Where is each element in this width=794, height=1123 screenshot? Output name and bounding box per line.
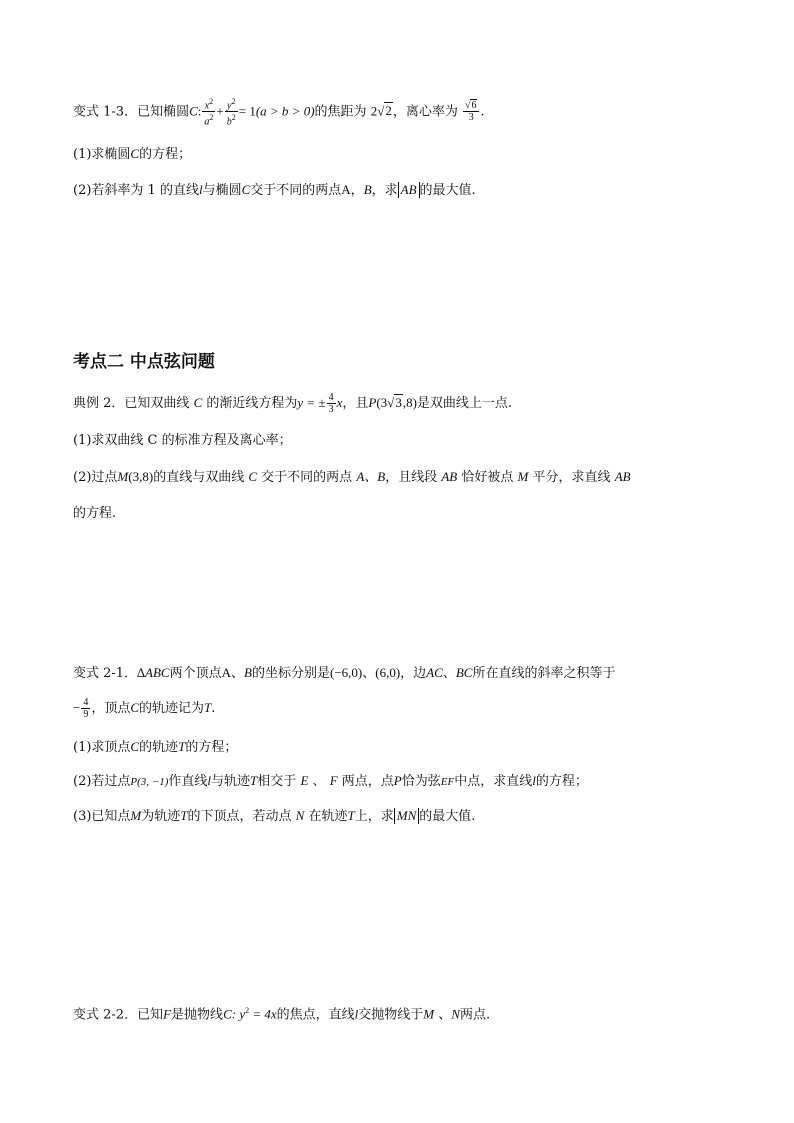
example-2-statement: 典例 2．已知双曲线 C 的渐近线方程为y = ± $\frac{4}{3}$ x，且P(3√3,8)是双曲线上一点. — [73, 392, 513, 415]
absolute-value-AB: AB — [398, 182, 420, 198]
fraction-four-thirds: $\frac{4}{3}$ — [328, 392, 334, 415]
problem-2-1-statement-cont: − $\frac{4}{9}$ ，顶点C的轨迹记为T. — [73, 697, 216, 720]
problem-2-1-part-1: (1)求顶点C的轨迹T的方程； — [73, 739, 238, 755]
problem-label: 变式 2-1． — [73, 666, 138, 681]
section-title: 考点二 中点弦问题 — [73, 352, 215, 372]
problem-2-1-part-2: (2)若过点P(3, −1)作直线l与轨迹T相交于 E 、 F 两点，点P恰为弦EF中点，求直线l的方程； — [73, 773, 588, 789]
problem-label: 变式 2-2． — [73, 1007, 138, 1023]
problem-1-3-part-1: (1)求椭圆C的方程； — [73, 146, 192, 162]
example-2-part-2: (2)过点M(3,8)的直线与双曲线 C 交于不同的两点 A、B，且线段 AB 恰好被点 M 平分，求直线 AB — [73, 469, 631, 485]
fraction-y2-b2: $\frac{y^2}{b^2}$ — [226, 97, 236, 128]
fraction-x2-a2: $\frac{x^2}{a^2}$ — [204, 97, 214, 128]
fraction-eccentricity: $\frac{√6}{3}$ — [463, 100, 480, 123]
problem-label: 变式 1-3． — [73, 104, 138, 120]
example-2-part-1: (1)求双曲线 C 的标准方程及离心率； — [73, 433, 292, 448]
problem-2-1-statement: 变式 2-1．∆ABC两个顶点A、B的坐标分别是(−6,0)、(6,0)，边AC、BC所在直线的斜率之积等于 — [73, 665, 616, 681]
problem-1-3-statement: 变式 1-3．已知椭圆C: $\frac{x^2}{a^2}$ + $\frac{y^2}{b^2}$ = 1(a > b > 0)的焦距为 2√2，离心率为 $\frac{√6}{3}$ . — [73, 97, 485, 128]
absolute-value-MN: MN — [394, 808, 420, 824]
example-2-part-2-cont: 的方程. — [73, 506, 117, 521]
problem-label: 典例 2． — [73, 396, 125, 411]
sqrt-symbol: √ — [377, 103, 385, 119]
problem-2-2-statement: 变式 2-2．已知F是抛物线C: $y^2 = 4x$的焦点，直线l交抛物线于M 、N两点. — [73, 1006, 491, 1023]
problem-1-3-part-2: (2)若斜率为 1 的直线l与椭圆C交于不同的两点A，B，求 AB 的最大值. — [73, 182, 476, 198]
problem-2-1-part-3: (3)已知点M为轨迹T的下顶点，若动点 N 在轨迹T上，求 MN 的最大值. — [73, 808, 476, 824]
fraction-four-ninths: $\frac{4}{9}$ — [83, 697, 89, 720]
